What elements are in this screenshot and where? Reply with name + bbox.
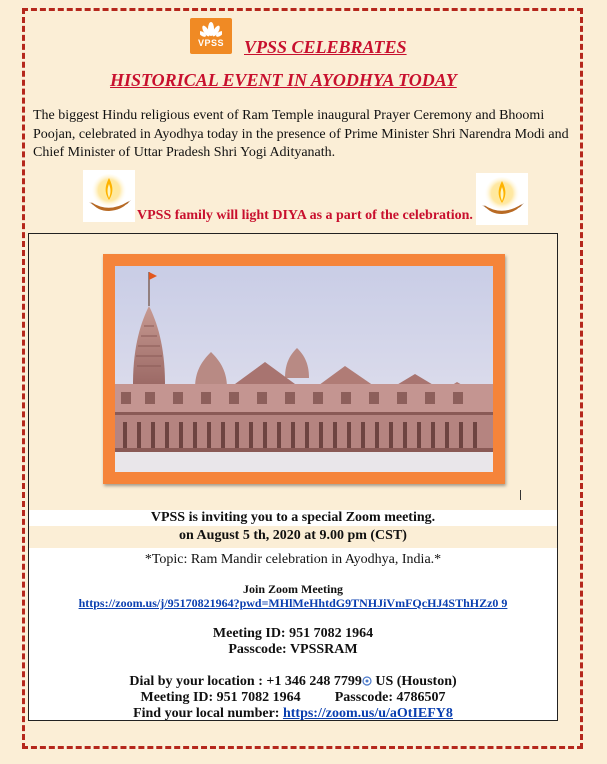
- headline-line-1: VPSS CELEBRATES: [244, 37, 407, 57]
- invite-date: on August 5 th, 2020 at 9.00 pm (CST): [179, 528, 407, 543]
- local-number-link[interactable]: https://zoom.us/u/aOtIEFY8: [282, 706, 453, 721]
- meeting-id-line-2: [29, 690, 557, 706]
- invite-line-1: VPSS is inviting you to a special Zoom meeting.: [150, 510, 436, 525]
- join-zoom-label: Join Zoom Meeting: [243, 582, 343, 596]
- text-cursor: [520, 490, 521, 500]
- intro-paragraph: The biggest Hindu religious event of Ram Temple inaugural Prayer Ceremony and Bhoomi Poojan, celebrated in Ayodhya today in the presence of Prime Minister Shri Narendra Modi and Chief Minister of Uttar Pradesh Shri Yogi Adityanath.: [33, 108, 569, 160]
- diya-message: VPSS family will light DIYA as a part of the celebration.: [137, 208, 473, 223]
- local-number-label: Find your local number:: [133, 706, 283, 721]
- dial-number: Dial by your location : +1 346 248 7799: [129, 674, 362, 689]
- diya-icon-left: [83, 170, 135, 222]
- dial-by-location: [29, 674, 557, 690]
- passcode: Passcode: VPSSRAM: [228, 642, 358, 657]
- lotus-icon: [200, 22, 222, 38]
- join-zoom-link[interactable]: https://zoom.us/j/95170821964?pwd=MHlMeHhtdG9TNHJiVmFQcHJ4SThHZz0 9: [78, 596, 508, 610]
- dial-location: US (Houston): [371, 674, 457, 689]
- headline-line-2: HISTORICAL EVENT IN AYODHYA TODAY: [110, 70, 457, 90]
- phone-icon[interactable]: [362, 676, 372, 686]
- logo-text: VPSS: [197, 38, 224, 48]
- meeting-id-2: Meeting ID: 951 7082 1964: [140, 690, 301, 705]
- diya-icon-right: [476, 173, 528, 225]
- local-number-line: [29, 706, 557, 722]
- meeting-id: Meeting ID: 951 7082 1964: [212, 626, 374, 641]
- temple-photo-frame: [103, 254, 505, 484]
- ram-temple-image: [115, 266, 493, 472]
- invite-topic: *Topic: Ram Mandir celebration in Ayodhya, India.*: [144, 552, 442, 567]
- vpss-logo: [190, 18, 232, 54]
- passcode-2: Passcode: 4786507: [334, 690, 446, 705]
